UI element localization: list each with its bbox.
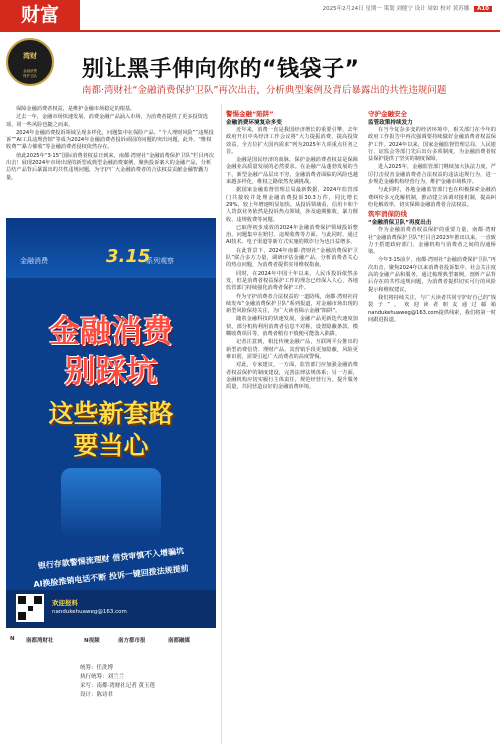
section-tag: 财富 [0, 0, 80, 30]
poster-title-line4: 要当心 [73, 431, 149, 460]
qr-code-icon [16, 594, 44, 622]
article-paragraph: 我们将持续关注，与广大读者共同守护好自己的“钱袋子”。欢迎读者朋友通过邮箱nandukehuaweg@163.com提供线索，我们将第一时间跟进报道。 [368, 294, 496, 323]
article-column-2 [368, 110, 496, 325]
article-paragraph: 作为守护消费者合法权益的一道防线，南都·湾财社持续发布“金融消费保护卫队”系列报道，对金融市场出现的新型风险保持关注，为广大读者揭示金融“陷阱”。 [226, 293, 358, 315]
header-rule [0, 30, 500, 32]
logo-text [8, 52, 52, 60]
logo-line2: 金融消费 [23, 69, 37, 73]
article-paragraph: 进入2025年，金融监管部门继续加大执法力度，严厉打击侵害金融消费者合法权益的违法违规行为，进一步规范金融机构经营行为，维护金融市场秩序。 [368, 164, 496, 186]
poster-brand: 金融消费 [20, 257, 48, 265]
article-paragraph: 同时，在2024年中国十年以来，人民币投诉依然多发，但是消费者权益保护工作的理念已经深入人心，各地监管部门持续强化消费者保护工作。 [226, 270, 358, 292]
column-divider [221, 104, 222, 744]
poster-series: 系列观察 [146, 257, 174, 265]
logo-line3: 保护卫队 [23, 74, 37, 78]
subheadline: 南都·湾财社“金融消费保护卫队”再次出击，分析典型案例及背后暴露出的共性违规问题 [82, 85, 447, 96]
section-heading: 警惕金融“陷阱” [226, 110, 274, 118]
section-subheading: “金融消保卫队”再度出击 [368, 220, 432, 227]
article-column-1 [226, 110, 358, 392]
intro-paragraph: 值此2025年“3·15”国际消费者权益日到来，南都·湾财社“金融消费保护卫队”栏目再次出击！展现2024年市场出现的新型或典型金融消费案例，聚焦投诉案大的金融产品，分析总结产品背后暴露出的共性违规问题，为守护广大金融消费者的合法权益贡献金融智囊力量。 [6, 152, 214, 181]
footer-logo-wancai: 南都湾财社 [26, 638, 54, 644]
poster-title-line2: 别踩坑 [64, 354, 158, 390]
article-paragraph: 近年来，消费一直是我国经济增长的重要引擎，去年政府开启中央经济工作会议将“大力提振消费、提高投资效益，全方位扩大国内需求”列为2025年九项重点任务之首。 [226, 127, 358, 155]
column-logo [6, 38, 54, 86]
poster-banner-1: 银行存款警惕流理财 借贷审慎不入增骗坑 [37, 546, 185, 571]
footer-logo-n: N [10, 636, 15, 642]
intro-text [6, 106, 216, 183]
credit-line: 采写：南都·湾财社记者 黄玉莲 [80, 683, 155, 689]
header-info [323, 4, 492, 12]
article-paragraph: 在此背景下，2024年南都·湾财社“金融消费保护卫队”联合多方力量，调研评估金融产品，分析消费者关心的热点问题，为消费者提供实用维权指南。 [226, 247, 358, 269]
section-heading: 守护金融安全 [368, 110, 407, 118]
page-number: A10 [474, 6, 492, 12]
poster-date: 3.15 [106, 246, 151, 267]
header-meta: 2025年2月24日 星期一 策划 刘健宁 设计 周如 校对 黄苏娜 [322, 6, 470, 12]
credits [80, 664, 155, 700]
logo-sub [8, 69, 52, 79]
section-subheading: 金融消费环境复杂多变 [226, 120, 282, 126]
campaign-poster [6, 218, 216, 628]
credit-line: 统筹：任洗博 [80, 665, 114, 671]
headline: 别让黑手伸向你的“钱袋子” [82, 57, 360, 82]
logo-line1: 湾财 [23, 52, 37, 60]
page-header [0, 0, 500, 32]
poster-report-email: nandukehuaweg@163.com [52, 609, 127, 615]
poster-title-line1: 金融消费 [49, 314, 173, 350]
footer-logos [6, 632, 216, 654]
article-paragraph: 与此同时，各地金融监管部门也在积极探索金融消费纠纷多元化解机制，推动建立诉调对接机制，提高纠纷化解效率，切实保障金融消费者合法权益。 [368, 187, 496, 208]
article-paragraph: 据国家金融监督管理总局最新数据，2024年监管部门共接收并处理金融消费投诉30.3万件，同比增长29%，较上年增速明显加快。从投诉领域看，信用卡和个人贷款业务依然是投诉热点领域，涉及逾期催收、暴力催收、违规收费等问题。 [226, 187, 358, 223]
credit-line: 执行统筹：刘兰兰 [80, 674, 125, 680]
footer-logo-nandu: 南方都市报 [118, 638, 146, 644]
credit-line: 设计：陈诗君 [80, 692, 114, 698]
article-paragraph: 作为金融消费者权益保护的重要力量，南都·湾财社“金融消费保护卫队”栏目自2023年推出以来，一直致力于搭建政府部门、金融机构与消费者之间的沟通桥梁。 [368, 227, 496, 256]
footer-logo-nvideo: N视频 [84, 638, 100, 644]
article-paragraph: 今年3·15前夕，南都·湾财社“金融消费保护卫队”再次出击，聚焦2024年以来消费者投诉集中、社会关注度高的金融产品和服务，通过梳理典型案例，剖析产品背后存在的共性违规问题，为消费者提供切实可行的风险提示和维权建议。 [368, 257, 496, 293]
section-heading: 筑牢消保防线 [368, 210, 407, 219]
footer-logo-ronmei: 南都融媒 [168, 638, 191, 644]
article-paragraph: 随着金融科技的快速发展，金融产品更新迭代速度加快，部分机构利用消费者信息不对称，设置隐蔽条款、模糊收费项目等，消费者稍有不慎便可能落入陷阱。 [226, 316, 358, 338]
poster-illustration [61, 468, 161, 538]
poster-title-line3: 这些新套路 [48, 399, 174, 428]
article-paragraph: 已取得初步成效的2024年金融消费保护领域投诉整治，问题集中在赔付、违规收费等方面。与此同时，通过AI技术、电子渠道等新方式实施的欺诈行为也日益增多。 [226, 224, 358, 246]
article-paragraph: 对此，专家建议，一方面，监管部门应加强金融消费者权益保护的制度建设，完善法律法规体系；另一方面，金融机构应切实履行主体责任，规范经营行为，提升服务质量，共同营造良好的金融消费环境。 [226, 362, 358, 391]
article-paragraph: 金融是国民经济的血脉，保护金融消费者权益是保障金融业高质量发展的必然要求。在金融产品蓬勃发展的当下，新型金融产品层出不穷，金融消费者面临的风险也越来越多样化，维权之路依然充满挑战。 [226, 157, 358, 186]
intro-paragraph: 过去一年，金融市场快速发展，消费金融产品涌入市场，为消费者提供了更多投资选项，同一些风险也随之而来。 [6, 114, 208, 128]
section-subheading: 监管政策持续发力 [368, 120, 413, 126]
article-paragraph: 记者注意到，相比传统金融产品，互联网平台推出的新型消费信贷、理财产品，其营销手段更加隐蔽，风险更难识别，需要引起广大消费者的高度警惕。 [226, 339, 358, 360]
poster-report-label: 欢迎报料 [52, 599, 78, 607]
intro-paragraph: 2024年金融消费投诉领域呈现多样化，问题集中在保险产品、“个人理财风险”“违规投诉”“AI工具违规营销”等成为2024年金融消费者投诉顽固的问题的突出问题，此外，“维权收费”“暴力催收”等金融消费者侵权依然存在。 [6, 129, 214, 151]
intro-paragraph: 保障金融消费者权益，是维护金融市场稳定的根基。 [16, 106, 136, 112]
poster-banner-2: AI换脸推销电话不断 投诉一键回拨法规提前 [32, 563, 190, 590]
article-paragraph: 在当今复杂多变的经济环境中，相关部门在今年的政府工作报告中再次强调要持续做好金融消费者权益保护工作。2024年以来，国家金融监督管理总局、人民银行、证监会等部门先后出台多项制度，为金融消费者权益保护提供了坚实的制度保障。 [368, 127, 496, 163]
